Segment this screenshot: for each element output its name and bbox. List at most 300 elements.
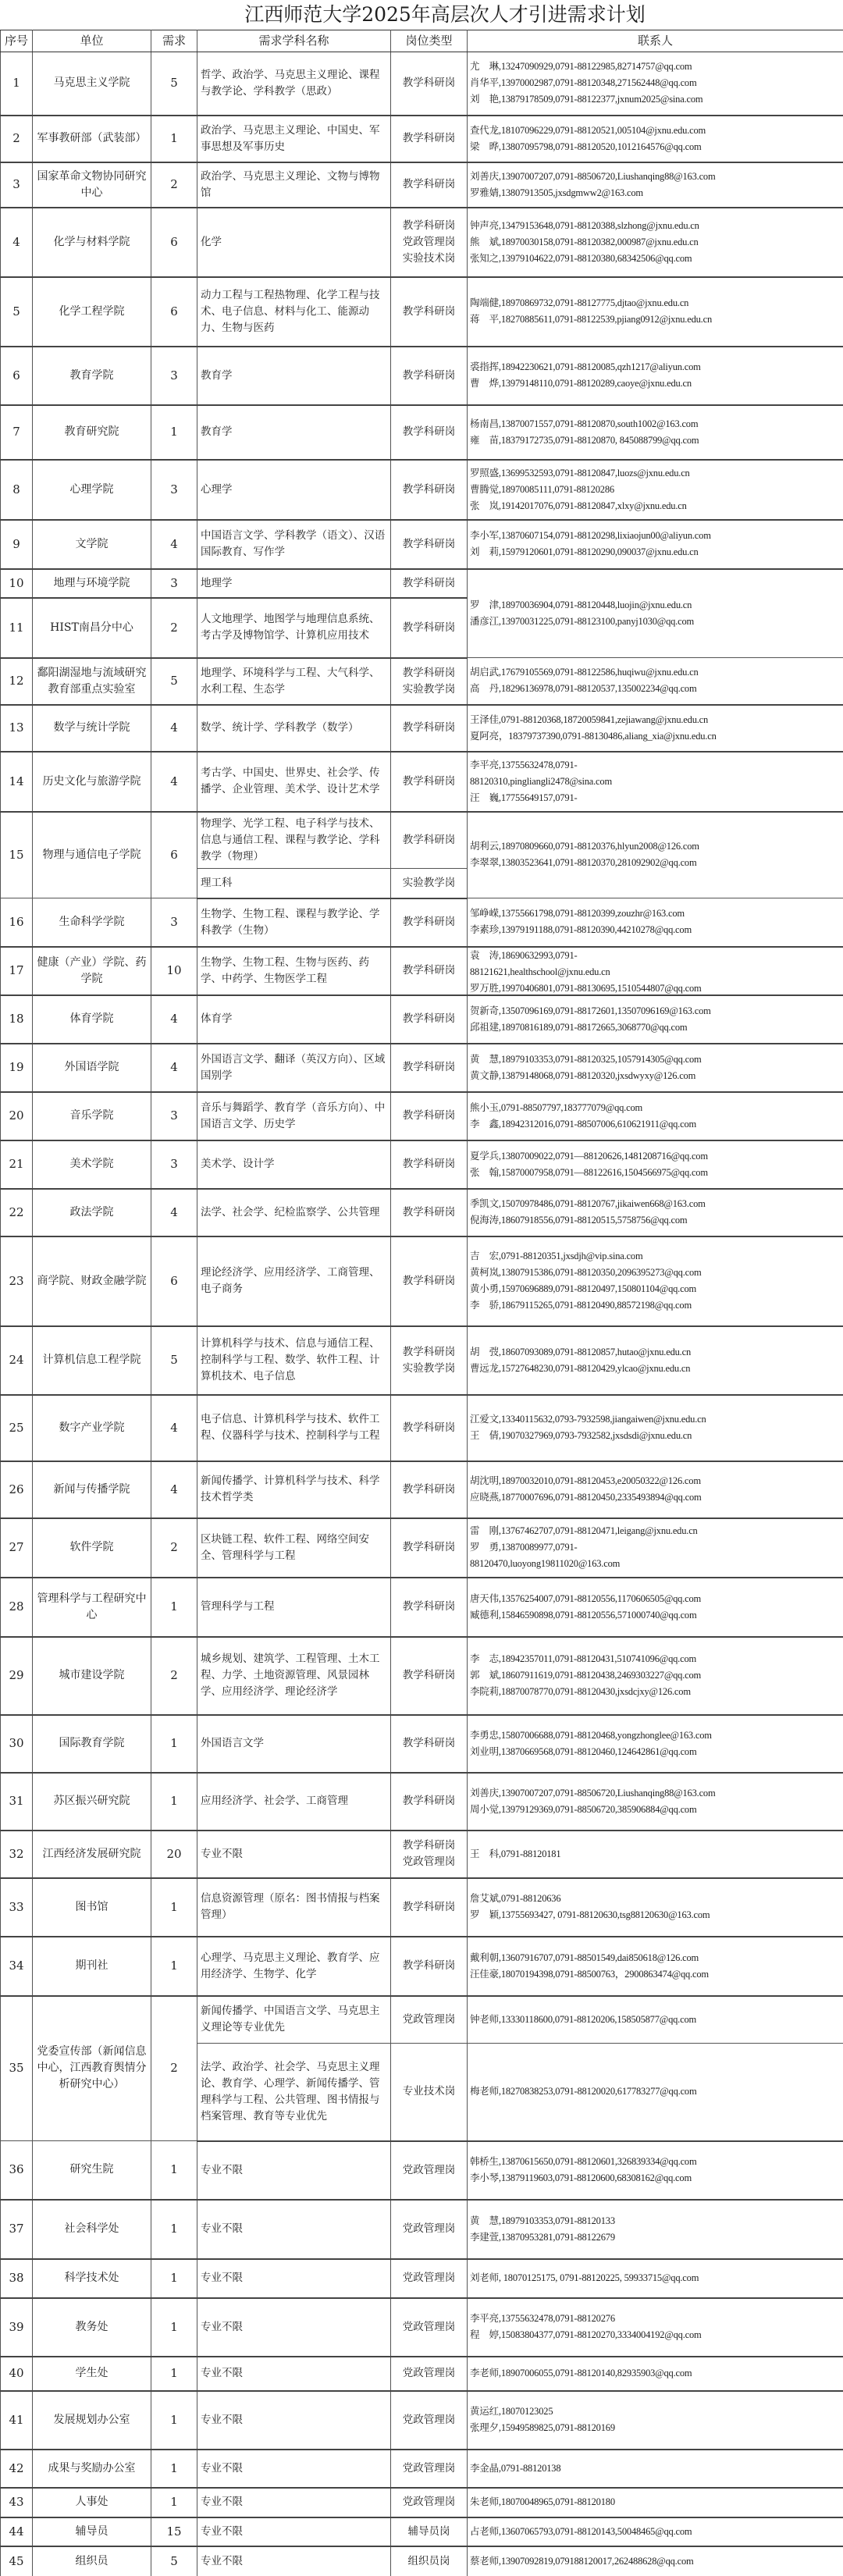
- post-type-label: 教学科研岗: [402, 1109, 456, 1122]
- row-need-count: 4: [151, 705, 197, 752]
- row-contact: [468, 2546, 843, 2576]
- row-need-count: 2: [151, 162, 197, 208]
- table-row: [1, 405, 843, 460]
- row-subjects: 地理学、环境科学与工程、大气科学、水利工程、生态学: [197, 658, 391, 705]
- row-unit: 地理与环境学院: [33, 569, 151, 598]
- contact-entry: 高 丹,18296136978,0791-88120537,135002234@qq.com: [470, 683, 697, 695]
- row-index: 45: [1, 2546, 33, 2576]
- contact-list: [470, 757, 841, 806]
- contact-entry: 张 岚,19142017076,0791-88120847,xlxy@jxnu.edu.cn: [470, 500, 687, 511]
- row-index: 37: [1, 2200, 33, 2259]
- row-unit: 计算机信息工程学院: [33, 1326, 151, 1395]
- contact-entry: 罗 津,18970036904,0791-88120448,luojin@jxnu.edu.cn: [470, 599, 692, 610]
- contact-entry: 曹 烨,13979148110,0791-88120289,caoye@jxnu.edu.cn: [470, 378, 692, 389]
- post-type-label: 教学科研岗: [402, 1839, 456, 1852]
- row-index: 6: [1, 347, 33, 405]
- row-unit: 科学技术处: [33, 2259, 151, 2298]
- row-index: 44: [1, 2517, 33, 2546]
- row-contact: [468, 405, 843, 460]
- post-type-label: 党政管理岗: [402, 2012, 456, 2026]
- row-subjects: 体育学: [197, 995, 391, 1044]
- row-need-count: 3: [151, 347, 197, 405]
- contact-entry: 裘指挥,18942230621,0791-88120085,qzh1217@aliyun.com: [470, 361, 701, 372]
- post-type-label: 教学科研岗: [402, 1669, 456, 1681]
- post-type-label: 党政管理岗: [402, 1856, 456, 1868]
- row-post-type: [391, 1518, 468, 1578]
- row-contact: [468, 1637, 843, 1715]
- row-subjects: 专业不限: [197, 2391, 391, 2450]
- row-need-count: 6: [151, 277, 197, 347]
- table-row: [1, 1637, 843, 1715]
- contact-list: [470, 2365, 841, 2382]
- table-row: [1, 208, 843, 277]
- row-subjects: 专业不限: [197, 2200, 391, 2259]
- row-subjects: 法学、社会学、纪检监察学、公共管理: [197, 1189, 391, 1236]
- row-need-count: 20: [151, 1831, 197, 1878]
- row-post-type: [391, 52, 468, 116]
- contact-entry: 王泽佳,0791-88120368,18720059841,zejiawang@jxnu.edu.cn: [470, 713, 709, 725]
- row-need-count: 1: [151, 2141, 197, 2200]
- row-post-type: [391, 405, 468, 460]
- row-unit: 教务处: [33, 2298, 151, 2357]
- row-index: 27: [1, 1518, 33, 1578]
- row-subjects-secondary: 法学、政治学、社会学、马克思主义理论、教育学、心理学、新闻传播学、管理科学与工程、公共管理、图书情报与档案管理、教育等专业优先: [197, 2044, 391, 2141]
- row-post-type: [391, 2488, 468, 2517]
- post-type-label: 教学科研岗: [402, 1274, 456, 1287]
- contact-entry: 韩桥生,13870615650,0791-88120601,326839334@qq.com: [470, 2156, 697, 2167]
- table-row: [1, 2200, 843, 2259]
- contact-entry: 倪海涛,18607918556,0791-88120515,5758756@qq.com: [470, 1215, 688, 1226]
- row-need-count: 4: [151, 1044, 197, 1092]
- row-post-type: [391, 1092, 468, 1140]
- row-need-count: 1: [151, 2200, 197, 2259]
- contact-list: [470, 416, 841, 449]
- row-post-type: [391, 162, 468, 208]
- row-contact: [468, 2517, 843, 2546]
- row-subjects: 政治学、马克思主义理论、中国史、军事思想及军事历史: [197, 116, 391, 162]
- row-contact: [468, 658, 843, 705]
- row-need-count: 1: [151, 1715, 197, 1773]
- table-row: [1, 1937, 843, 1996]
- table-row: [1, 812, 843, 869]
- row-index: 2: [1, 116, 33, 162]
- post-type-label: 教学科研岗: [402, 219, 456, 232]
- contact-list: [470, 664, 841, 697]
- table-row: [1, 1189, 843, 1236]
- table-row: [1, 460, 843, 520]
- post-type-label: 教学科研岗: [402, 1061, 456, 1073]
- contact-list: [470, 465, 841, 514]
- row-subjects: 专业不限: [197, 2488, 391, 2517]
- row-contact: [468, 277, 843, 347]
- row-post-type: [391, 2450, 468, 2488]
- contact-entry: 黄文静,13879148068,0791-88120320,jxsdwyxy@126.com: [470, 1069, 696, 1081]
- row-need-count: 10: [151, 947, 197, 995]
- post-type-label: 教学科研岗: [402, 1737, 456, 1749]
- contact-list: [470, 1523, 841, 1572]
- row-index: 21: [1, 1140, 33, 1189]
- table-row: [1, 2357, 843, 2391]
- table-row: [1, 52, 843, 116]
- contact-list: [470, 838, 841, 871]
- row-post-type: [391, 2357, 468, 2391]
- row-unit: 体育学院: [33, 995, 151, 1044]
- row-subjects: 理论经济学、应用经济学、工商管理、电子商务: [197, 1236, 391, 1326]
- post-type-label: 教学科研岗: [402, 1795, 456, 1807]
- row-post-type: [391, 1878, 468, 1937]
- contact-entry: 程 婷,15083804377,0791-88120270,3334004192@qq.com: [470, 2329, 702, 2340]
- table-row: [1, 2517, 843, 2546]
- post-type-label: 教学科研岗: [402, 1541, 456, 1553]
- contact-entry: 李金晶,0791-88120138: [470, 2462, 561, 2474]
- row-subjects: 生物学、生物工程、课程与教学论、学科教学（生物）: [197, 898, 391, 947]
- row-index: 13: [1, 705, 33, 752]
- row-unit: 化学工程学院: [33, 277, 151, 347]
- contact-list: [470, 528, 841, 560]
- contact-entry: 黄 慧,18979103353,0791-88120133: [470, 2215, 615, 2226]
- row-unit: 国际教育学院: [33, 1715, 151, 1773]
- row-need-count: 1: [151, 2357, 197, 2391]
- contact-entry: 李建萱,13870953281,0791-88122679: [470, 2231, 615, 2243]
- post-type-label: 教学科研岗: [402, 1482, 456, 1496]
- contact-entry: 黄柯岚,13807915386,0791-88120350,2096395273@qq.com: [470, 1267, 702, 1278]
- row-post-type: [391, 569, 468, 598]
- table-header-row: [1, 30, 843, 52]
- row-post-type: [391, 995, 468, 1044]
- row-unit: 马克思主义学院: [33, 52, 151, 116]
- post-type-label: 党政管理岗: [402, 2413, 456, 2426]
- contact-entry: 邱祖建,18970816189,0791-88172665,3068770@qq.com: [470, 1021, 688, 1033]
- row-unit: 发展规划办公室: [33, 2391, 151, 2450]
- row-unit: 外国语学院: [33, 1044, 151, 1092]
- row-contact: [468, 2488, 843, 2517]
- contact-entry: 应晓燕,18770007696,0791-88120450,2335493894@qq.com: [470, 1492, 702, 1503]
- row-subjects: 新闻传播学、中国语言文学、马克思主义理论等专业优先: [197, 1996, 391, 2044]
- row-index: 36: [1, 2141, 33, 2200]
- contact-entry: 李平亮,13755632478,0791-: [470, 759, 578, 770]
- row-need-count: 1: [151, 1937, 197, 1996]
- row-need-count: 1: [151, 2298, 197, 2357]
- post-type-label: 教学科研岗: [402, 774, 456, 788]
- table-row: [1, 1578, 843, 1637]
- contact-list: [470, 1051, 841, 1084]
- row-contact: [468, 947, 843, 995]
- row-unit: 政法学院: [33, 1189, 151, 1236]
- row-post-type: [391, 812, 468, 869]
- contact-entry: 郭 斌,18607911619,0791-88120438,2469303227@qq.com: [470, 1670, 702, 1681]
- row-unit: 社会科学处: [33, 2200, 151, 2259]
- row-post-type-secondary: 专业技术岗: [391, 2044, 468, 2141]
- contact-entry: 李翠翠,13803523641,0791-88120370,281092902@qq.com: [470, 857, 697, 869]
- table-row: [1, 162, 843, 208]
- contact-entry: 罗雅婧,13807913505,jxsdgmww2@163.com: [470, 187, 643, 198]
- contact-list: [470, 906, 841, 938]
- contact-entry: 李勇忠,15807006688,0791-88120468,yongzhonglee@163.com: [470, 1729, 712, 1741]
- row-unit: 苏区振兴研究院: [33, 1773, 151, 1831]
- post-type-label: 教学科研岗: [402, 537, 456, 550]
- table-row: [1, 1461, 843, 1518]
- row-unit: 期刊社: [33, 1937, 151, 1996]
- row-subjects: 外国语言文学: [197, 1715, 391, 1773]
- table-row: [1, 2259, 843, 2298]
- row-unit: 人事处: [33, 2488, 151, 2517]
- row-subjects: 生物学、生物工程、生物与医药、药学、中药学、生物医学工程: [197, 947, 391, 995]
- contact-list: [470, 1846, 841, 1863]
- contact-entry: 陶端健,18970869732,0791-88127775,djtao@jxnu.edu.cn: [470, 297, 689, 308]
- row-post-type-secondary: 实验教学岗: [391, 869, 468, 898]
- contact-entry: 邹峥嵘,13755661798,0791-88120399,zouzhr@163.com: [470, 908, 685, 920]
- contact-entry: 黄 慧,18979103353,0791-88120325,1057914305@qq.com: [470, 1053, 702, 1065]
- contact-entry: 罗 颖,13755693427, 0791-88120630,tsg88120630@163.com: [470, 1909, 710, 1920]
- row-post-type: [391, 2298, 468, 2357]
- document-title: 江西师范大学2025年高层次人才引进需求计划: [244, 3, 646, 26]
- contact-entry: 袁 涛,18690632993,0791-: [470, 949, 578, 961]
- row-post-type: [391, 2391, 468, 2450]
- row-subjects: 中国语言文学、学科教学（语文）、汉语国际教育、写作学: [197, 520, 391, 569]
- row-subjects: 哲学、政治学、马克思主义理论、课程与教学论、学科教学（思政）: [197, 52, 391, 116]
- row-contact: [468, 1937, 843, 1996]
- contact-entry: 雷 刚,13767462707,0791-88120471,leigang@jxnu.edu.cn: [470, 1525, 698, 1536]
- row-need-count: 4: [151, 1461, 197, 1518]
- contact-list: [470, 1473, 841, 1506]
- table-row: [1, 1715, 843, 1773]
- row-need-count: 6: [151, 208, 197, 277]
- row-unit: 软件学院: [33, 1518, 151, 1578]
- row-index: 14: [1, 752, 33, 812]
- row-index: 18: [1, 995, 33, 1044]
- row-index: 34: [1, 1937, 33, 1996]
- contact-entry: 李 骄,18679115265,0791-88120490,88572198@qq.com: [470, 1300, 692, 1311]
- row-contact: [468, 812, 843, 898]
- contact-list: [470, 2012, 841, 2028]
- row-index: 29: [1, 1637, 33, 1715]
- contact-list: [470, 2553, 841, 2570]
- row-post-type: [391, 277, 468, 347]
- row-need-count: 4: [151, 520, 197, 569]
- row-unit: 美术学院: [33, 1140, 151, 1189]
- table-row: [1, 277, 843, 347]
- row-contact: [468, 898, 843, 947]
- contact-list: [470, 1196, 841, 1229]
- contact-entry: 张理夕,15949589825,0791-88120169: [470, 2422, 615, 2433]
- contact-entry: 刘 莉,15979120601,0791-88120290,090037@jxnu.edu.cn: [470, 546, 699, 557]
- table-row: [1, 116, 843, 162]
- contact-entry: 钟老师,13330118600,0791-88120206,158505877@qq.com: [470, 2013, 697, 2025]
- contact-list: [470, 1591, 841, 1624]
- row-need-count: 1: [151, 116, 197, 162]
- row-post-type: [391, 116, 468, 162]
- row-need-count: 3: [151, 569, 197, 598]
- row-subjects: 管理科学与工程: [197, 1578, 391, 1637]
- row-unit: 成果与奖励办公室: [33, 2450, 151, 2488]
- row-unit: 物理与通信电子学院: [33, 812, 151, 898]
- post-type-label: 实验技术岗: [402, 251, 456, 265]
- row-index: 19: [1, 1044, 33, 1092]
- post-type-label: 教学科研岗: [402, 76, 456, 90]
- row-contact: [468, 116, 843, 162]
- row-post-type: [391, 658, 468, 705]
- contact-entry: 张 翰,15870007958,0791—88122616,1504566975@qq.com: [470, 1166, 708, 1178]
- contact-list: [470, 1727, 841, 1760]
- contact-entry: 王 科,0791-88120181: [470, 1848, 561, 1859]
- row-contact: [468, 2357, 843, 2391]
- row-index: 11: [1, 598, 33, 658]
- row-post-type: [391, 1937, 468, 1996]
- contact-entry: 李平亮,13755632478,0791-88120276: [470, 2313, 615, 2324]
- post-type-label: 教学科研岗: [402, 368, 456, 382]
- row-index: 40: [1, 2357, 33, 2391]
- row-subjects: 专业不限: [197, 1831, 391, 1878]
- contact-entry: 朱老师,18070048965,0791-88120180: [470, 2496, 615, 2507]
- contact-entry: 李素珍,13979191188,0791-88120390,44210278@qq.com: [470, 924, 692, 936]
- row-index: 16: [1, 898, 33, 947]
- row-unit: 城市建设学院: [33, 1637, 151, 1715]
- row-subjects: 专业不限: [197, 2450, 391, 2488]
- row-contact: [468, 2200, 843, 2259]
- row-subjects: 电子信息、计算机科学与技术、软件工程、仪器科学与技术、控制科学与工程: [197, 1395, 391, 1461]
- row-unit: 教育学院: [33, 347, 151, 405]
- row-contact: [468, 2450, 843, 2488]
- row-need-count: 1: [151, 405, 197, 460]
- table-row: [1, 1236, 843, 1326]
- contact-list: [470, 2524, 841, 2540]
- row-contact: [468, 1189, 843, 1236]
- row-subjects: 计算机科学与技术、信息与通信工程、控制科学与工程、数学、软件工程、计算机技术、电子信息: [197, 1326, 391, 1395]
- post-type-label: 辅导员岗: [407, 2524, 450, 2538]
- contact-list: [470, 123, 841, 155]
- contact-entry: 夏阿亮，18379737390,0791-88130486,aliang_xia@jxnu.edu.cn: [470, 730, 717, 742]
- row-index: 23: [1, 1236, 33, 1326]
- row-need-count: 1: [151, 1773, 197, 1831]
- row-unit: 心理学院: [33, 460, 151, 520]
- table-row: [1, 752, 843, 812]
- post-type-label: 党政管理岗: [402, 235, 456, 248]
- contact-entry: 占老师,13607065793,0791-88120143,50048465@qq.com: [470, 2525, 692, 2537]
- post-type-label: 组织员岗: [407, 2554, 450, 2567]
- row-post-type: [391, 347, 468, 405]
- row-post-type: [391, 1326, 468, 1395]
- row-post-type: [391, 2200, 468, 2259]
- contact-entry: 江爱文,13340115632,0793-7932598,jiangaiwen@jxnu.edu.cn: [470, 1414, 706, 1425]
- post-type-label: 教学科研岗: [402, 621, 456, 634]
- row-post-type: [391, 2517, 468, 2546]
- contact-entry: 吉 宏,0791-88120351,jxsdjh@vip.sina.com: [470, 1251, 643, 1261]
- row-index: 38: [1, 2259, 33, 2298]
- row-subjects: 音乐与舞蹈学、教育学（音乐方向）、中国语言文学、历史学: [197, 1092, 391, 1140]
- post-type-label: 教学科研岗: [402, 666, 456, 679]
- row-need-count: 4: [151, 1395, 197, 1461]
- row-index: 1: [1, 52, 33, 116]
- recruitment-table: [0, 30, 843, 2576]
- row-subjects: 动力工程与工程热物理、化学工程与技术、电子信息、材料与化工、能源动力、生物与医药: [197, 277, 391, 347]
- row-subjects: 教育学: [197, 347, 391, 405]
- table-row: [1, 658, 843, 705]
- table-row: [1, 995, 843, 1044]
- post-type-label: 教学科研岗: [402, 425, 456, 438]
- row-post-type: [391, 1395, 468, 1461]
- post-type-label: 教学科研岗: [402, 1012, 456, 1025]
- post-type-label: 党政管理岗: [402, 2272, 456, 2284]
- row-contact: [468, 2298, 843, 2357]
- table-row: [1, 2141, 843, 2200]
- contact-entry: 胡利云,18970809660,0791-88120376,hlyun2008@126.com: [470, 841, 699, 852]
- row-contact: [468, 995, 843, 1044]
- contact-entry: 胡沈明,18970032010,0791-88120453,e20050322@126.com: [470, 1475, 701, 1486]
- header-index: 序号: [1, 30, 33, 52]
- post-type-label: 党政管理岗: [402, 2320, 456, 2333]
- contact-entry: 王 倩,19070327969,0793-7932582,jxsdsdi@jxnu.edu.cn: [470, 1430, 692, 1441]
- row-unit: 管理科学与工程研究中心: [33, 1578, 151, 1637]
- row-contact: [468, 52, 843, 116]
- contact-entry: 潘彦江,13970031225,0791-88123100,panyj1030@qq.com: [470, 615, 695, 627]
- row-contact: [468, 208, 843, 277]
- contact-list: [470, 2403, 841, 2436]
- post-type-label: 教学科研岗: [402, 576, 456, 589]
- row-subjects: 物理学、光学工程、电子科学与技术、信息与通信工程、课程与教学论、学科教学（物理）: [197, 812, 391, 869]
- row-need-count: 6: [151, 1236, 197, 1326]
- row-contact: [468, 1395, 843, 1461]
- row-index: 9: [1, 520, 33, 569]
- row-need-count: 1: [151, 1578, 197, 1637]
- table-row: [1, 898, 843, 947]
- table-row: [1, 1140, 843, 1189]
- contact-entry: 李小琴,13879119603,0791-88120600,68308162@qq.com: [470, 2172, 692, 2183]
- row-unit: 新闻与传播学院: [33, 1461, 151, 1518]
- row-contact: [468, 2259, 843, 2298]
- contact-entry: 胡 弢,18607093089,0791-88120857,hutao@jxnu.edu.cn: [470, 1346, 691, 1357]
- contact-entry: 刘 艳,13879178509,0791-88122377,jxnum2025@sina.com: [470, 94, 703, 105]
- row-contact: [468, 1044, 843, 1092]
- row-contact: [468, 1326, 843, 1395]
- contact-entry: 熊 斌,18970030158,0791-88120382,000987@jxnu.edu.cn: [470, 236, 699, 247]
- row-unit: HIST南昌分中心: [33, 598, 151, 658]
- post-type-label: 党政管理岗: [402, 2461, 456, 2475]
- contact-entry: 季凯文,15070978486,0791-88120767,jikaiwen668@163.com: [470, 1198, 706, 1209]
- contact-entry: 李 志,18942357011,0791-88120431,510741096@qq.com: [470, 1653, 697, 1664]
- table-row: [1, 1326, 843, 1395]
- row-contact: [468, 2141, 843, 2200]
- row-need-count: 1: [151, 1878, 197, 1937]
- row-index: 32: [1, 1831, 33, 1878]
- table-row: [1, 2391, 843, 2450]
- post-type-label: 实验教学岗: [402, 682, 456, 696]
- contact-entry: 曹远龙,15727648230,0791-88120429,ylcao@jxnu.edu.cn: [470, 1362, 691, 1374]
- row-unit: 军事教研部（武装部）: [33, 116, 151, 162]
- row-need-count: 1: [151, 2391, 197, 2450]
- contact-entry: 88120470,luoyong19811020@163.com: [470, 1558, 621, 1569]
- table-row: [1, 947, 843, 995]
- row-index: 42: [1, 2450, 33, 2488]
- row-post-type: [391, 1189, 468, 1236]
- contact-entry: 黄运红,18070123025: [470, 2406, 553, 2417]
- row-post-type: [391, 1044, 468, 1092]
- row-need-count: 1: [151, 2259, 197, 2298]
- row-need-count: 5: [151, 658, 197, 705]
- row-post-type: [391, 1140, 468, 1189]
- row-post-type: [391, 1637, 468, 1715]
- row-unit: 健康（产业）学院、药学院: [33, 947, 151, 995]
- contact-list: [470, 1100, 841, 1133]
- row-index: 4: [1, 208, 33, 277]
- contact-entry: 尤 琳,13247090929,0791-88122985,82714757@qq.com: [470, 61, 692, 73]
- row-subjects: 专业不限: [197, 2546, 391, 2576]
- row-unit: 党委宣传部（新闻信息中心，江西教育舆情分析研究中心）: [33, 1996, 151, 2141]
- row-post-type: [391, 1578, 468, 1637]
- row-unit: 教育研究院: [33, 405, 151, 460]
- header-unit: 单位: [33, 30, 151, 52]
- row-index: 20: [1, 1092, 33, 1140]
- contact-list: [470, 218, 841, 267]
